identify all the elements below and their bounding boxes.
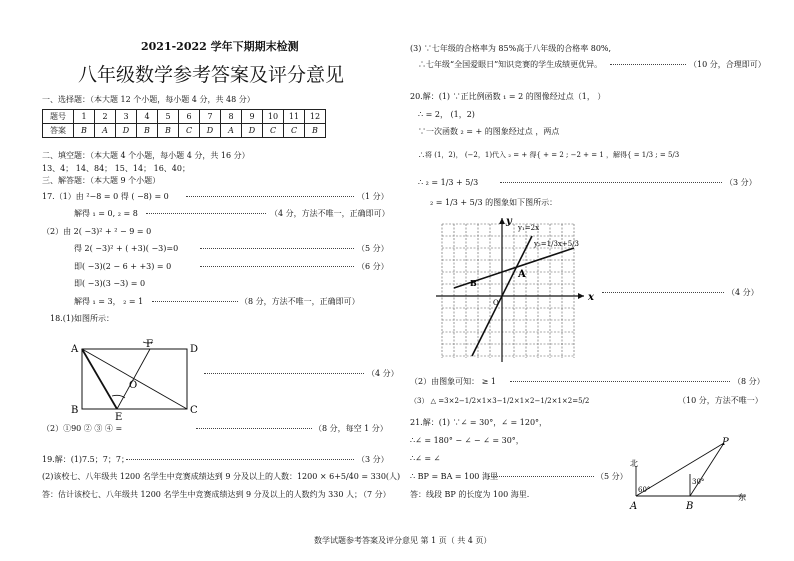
q17-2-line2: 得 2( −3)² + ( +3)( −3)=0 <box>74 244 179 253</box>
q-answer: C <box>263 124 284 138</box>
answer-table <box>42 109 326 138</box>
label-c: C <box>190 405 198 416</box>
q17-2-line5: 解得 ₁ = 3， ₂ = 1 <box>74 297 144 306</box>
q-answer: D <box>116 124 137 138</box>
q17-1-line2-score: （4 分，方法不唯一，正确即可） <box>270 209 390 218</box>
q17-2-line5-score: （8 分，方法不唯一，正确即可） <box>240 297 360 306</box>
section2-heading: 二、填空题：（本大题 4 个小题，每小题 4 分，共 16 分） <box>42 151 250 160</box>
leader-dots <box>488 476 594 477</box>
q17-2-line3: 即( −3)(2 − 6 + +3) = 0 <box>74 262 172 271</box>
north-label: 北 <box>630 459 638 468</box>
q20-line3: ∵一次函数 ₂ = + 的图象经过点 ，两点 <box>418 127 560 136</box>
direction-figure <box>626 436 752 514</box>
q-answer: A <box>221 124 242 138</box>
q19-3-line1: (3) ∵七年级的合格率为 85%高于八年级的合格率 80%, <box>410 44 612 53</box>
q17-1-line2: 解得 ₁ = 0, ₂ = 8 <box>74 209 138 218</box>
q-number: 11 <box>284 110 305 124</box>
exam-subtitle: 2021-2022 学年下期期末检测 <box>141 40 299 53</box>
q20-line1: 20.解：(1) ∵正比例函数 ₁ = 2 的图像经过点（1， ） <box>410 92 606 101</box>
leader-dots <box>200 248 354 249</box>
label-e: E <box>115 412 123 422</box>
q-answer: D <box>200 124 221 138</box>
q20-line2: ∴ = 2， (1，2) <box>418 110 475 119</box>
y-axis-arrow <box>499 218 505 224</box>
q-answer: D <box>242 124 263 138</box>
q17-2-line4: 即( −3)(3 −3) = 0 <box>74 279 146 288</box>
row-label-answer: 答案 <box>43 124 74 138</box>
q-answer: A <box>95 124 116 138</box>
leader-dots <box>196 428 312 429</box>
label-d: D <box>190 344 199 355</box>
q-number: 9 <box>242 110 263 124</box>
label-a: A <box>71 344 79 355</box>
q18-intro: 18.(1)如图所示： <box>50 314 115 323</box>
q20-line5: ∴ ₂ = 1/3 + 5/3 <box>418 178 479 187</box>
q-number: 7 <box>200 110 221 124</box>
origin-label: O <box>493 299 499 307</box>
q21-line2: ∴∠ = 180° − ∠ − ∠ = 30°， <box>410 436 524 445</box>
point-b-label: B <box>470 278 477 288</box>
y-label: y <box>506 216 512 227</box>
leader-dots <box>146 213 266 214</box>
x-axis-arrow <box>578 293 584 299</box>
q19-1-score: （3 分） <box>357 455 389 464</box>
q-number: 1 <box>74 110 95 124</box>
leader-dots <box>204 373 364 374</box>
q-answer: B <box>158 124 179 138</box>
leader-dots <box>126 459 354 460</box>
q19-answer-score: （7 分） <box>359 490 391 499</box>
rectangle-figure <box>66 336 202 422</box>
q19-3-score: （10 分，合理即可） <box>689 60 766 69</box>
line-bp <box>690 443 724 496</box>
label-b: B <box>71 405 79 416</box>
line-ef <box>117 349 150 409</box>
q-number: 8 <box>221 110 242 124</box>
q20-graph-score: （4 分） <box>727 288 759 297</box>
leader-dots <box>186 196 354 197</box>
diagonal-ac <box>82 349 187 409</box>
q-answer: B <box>305 124 326 138</box>
q19-3-line2: ∴七年级“全国爱眼日”知识竞赛的学生成绩更优异。 <box>418 60 603 69</box>
x-label: x <box>588 292 594 303</box>
leader-dots <box>152 301 238 302</box>
q-answer: C <box>284 124 305 138</box>
q-number: 2 <box>95 110 116 124</box>
q21-answer: 答：线段 BP 的长度为 100 海里. <box>410 490 530 499</box>
page-title: 八年级数学参考答案及评分意见 <box>78 64 345 86</box>
label-f: F <box>146 339 153 350</box>
angle-30: 30° <box>692 478 705 486</box>
q20-part2: （2）由图象可知： ≥ 1 <box>410 377 496 386</box>
q-number: 10 <box>263 110 284 124</box>
q17-1-line1: 17.（1）由 ²−8 = 0 得 ( −8) = 0 <box>42 192 169 201</box>
q21-line4-score: （5 分） <box>596 472 628 481</box>
q20-line5-score: （3 分） <box>725 178 757 187</box>
label-o: O <box>129 380 138 391</box>
q17-1-line1-score: （1 分） <box>357 192 389 201</box>
angle-60: 60° <box>638 486 651 494</box>
q18-2-score: （8 分，每空 1 分） <box>314 424 388 433</box>
q19-2: (2)该校七、八年级共 1200 名学生中竞赛成绩达到 9 分及以上的人数：1200 × 6+5/40 = 330(人) <box>42 472 401 481</box>
q-answer: B <box>74 124 95 138</box>
q20-line4: ∴将 (1，2)， (−2，1)代入 ₂ = + 得{ + = 2 ; −2 + = 1 ，解得{ = 1/3 ; = 5/3 <box>418 151 680 159</box>
q18-1-score: （4 分） <box>367 369 399 378</box>
point-a-label: A <box>518 269 526 280</box>
point-a: A <box>630 501 638 512</box>
q-number: 5 <box>158 110 179 124</box>
row-label-number: 题号 <box>43 110 74 124</box>
page-footer: 数学试题参考答案及评分意见 第 1 页（ 共 4 页） <box>314 536 492 545</box>
east-label: 东 <box>738 493 746 502</box>
point-p: P <box>722 437 729 448</box>
q19-answer: 答：估计该校七、八年级共 1200 名学生中竞赛成绩达到 9 分及以上的人数约为 330 人； <box>42 490 362 499</box>
q-number: 6 <box>179 110 200 124</box>
point-b: B <box>686 501 694 512</box>
leader-dots <box>510 381 730 382</box>
q17-2-line3-score: （6 分） <box>357 262 389 271</box>
q-number: 12 <box>305 110 326 124</box>
q20-part3: （3） △ =3×2−1/2×1×3−1/2×1×2−1/2×1×2=5/2 <box>410 397 590 405</box>
q21-line3: ∴∠ = ∠ <box>410 454 441 463</box>
section1-heading: 一、选择题：（本大题 12 个小题，每小题 4 分，共 48 分） <box>42 95 255 104</box>
q20-part3-score: （10 分，方法不唯一） <box>678 396 763 405</box>
y1-label: y₁=2x <box>518 224 540 232</box>
y2-label: y₂=1/3x+5/3 <box>534 240 579 248</box>
q-number: 3 <box>116 110 137 124</box>
q-answer: C <box>179 124 200 138</box>
section3-heading: 三、解答题：（本大题 9 个小题） <box>42 176 161 185</box>
q20-line6: ₂ = 1/3 + 5/3 的图象如下图所示： <box>430 198 558 207</box>
q-answer: B <box>137 124 158 138</box>
function-graph <box>434 214 600 364</box>
q21-line4: ∴ BP = BA = 100 海里 <box>410 472 498 481</box>
q17-2-line1: （2）由 2( −3)² + ² − 9 = 0 <box>42 227 152 236</box>
segment-ae <box>82 349 117 409</box>
leader-dots <box>602 292 724 293</box>
leader-dots <box>200 266 354 267</box>
q17-2-line2-score: （5 分） <box>357 244 389 253</box>
q21-line1: 21.解：(1) ∵∠ = 30°，∠ = 120°， <box>410 418 548 427</box>
leader-dots <box>500 182 722 183</box>
q20-part2-score: （8 分） <box>733 377 765 386</box>
section2-answers: 13、4； 14、84； 15、14； 16、40； <box>42 164 190 173</box>
leader-dots <box>610 64 686 65</box>
q18-2: （2）①90 ② ③ ④ = <box>42 424 123 433</box>
q19-1: 19.解：(1)7.5；7；7； <box>42 455 129 464</box>
q-number: 4 <box>137 110 158 124</box>
